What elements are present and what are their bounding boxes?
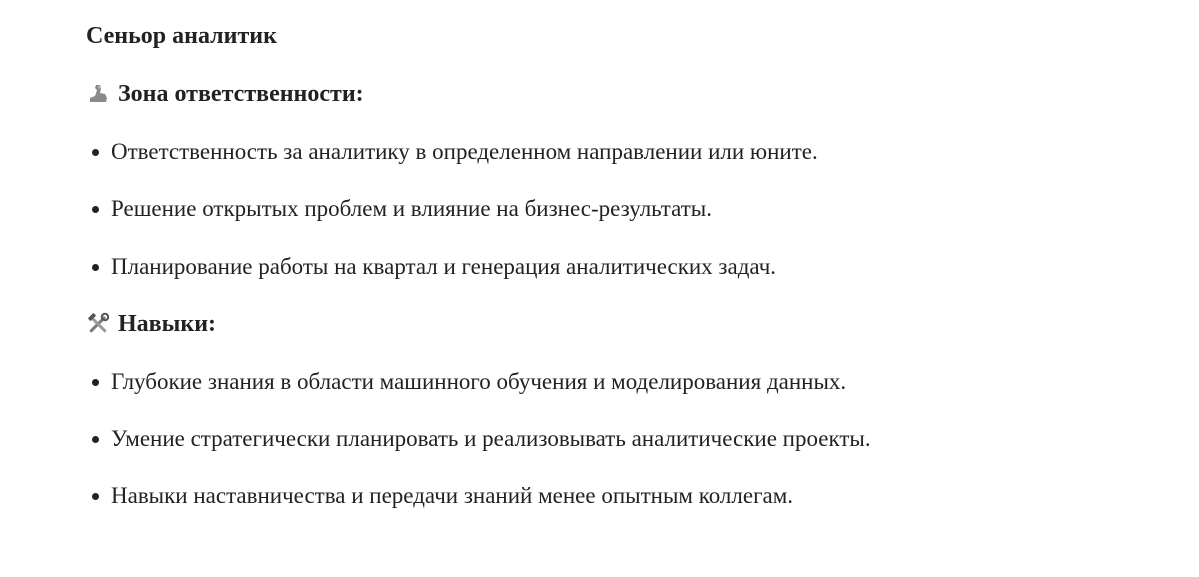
bullet-icon bbox=[92, 379, 99, 386]
bullet-icon bbox=[92, 264, 99, 271]
list-item bbox=[92, 251, 776, 283]
page-title: Сеньор аналитик bbox=[86, 23, 277, 49]
section-heading-label: Зона ответственности: bbox=[118, 81, 364, 107]
flexed-biceps-icon bbox=[86, 82, 110, 106]
bullet-icon bbox=[92, 493, 99, 500]
list-item-text: Решение открытых проблем и влияние на бизнес-результаты. bbox=[111, 196, 712, 221]
list-item bbox=[92, 366, 846, 398]
bullet-icon bbox=[92, 149, 99, 156]
list-item-text: Планирование работы на квартал и генерация аналитических задач. bbox=[111, 254, 777, 279]
list-item bbox=[92, 423, 871, 455]
section-heading-label: Навыки: bbox=[118, 311, 217, 337]
bullet-icon bbox=[92, 436, 99, 443]
list-item-text: Умение стратегически планировать и реализовывать аналитические проекты. bbox=[111, 426, 871, 451]
list-item bbox=[92, 480, 793, 512]
section-heading-responsibilities bbox=[86, 78, 364, 110]
hammer-and-wrench-icon bbox=[86, 312, 110, 336]
bullet-icon bbox=[92, 206, 99, 213]
list-item bbox=[92, 193, 712, 225]
section-heading-skills bbox=[86, 308, 216, 340]
list-item bbox=[92, 136, 818, 168]
list-item-text: Глубокие знания в области машинного обучения и моделирования данных. bbox=[111, 369, 847, 394]
list-item-text: Навыки наставничества и передачи знаний менее опытным коллегам. bbox=[111, 483, 794, 508]
list-item-text: Ответственность за аналитику в определенном направлении или юните. bbox=[111, 139, 818, 164]
